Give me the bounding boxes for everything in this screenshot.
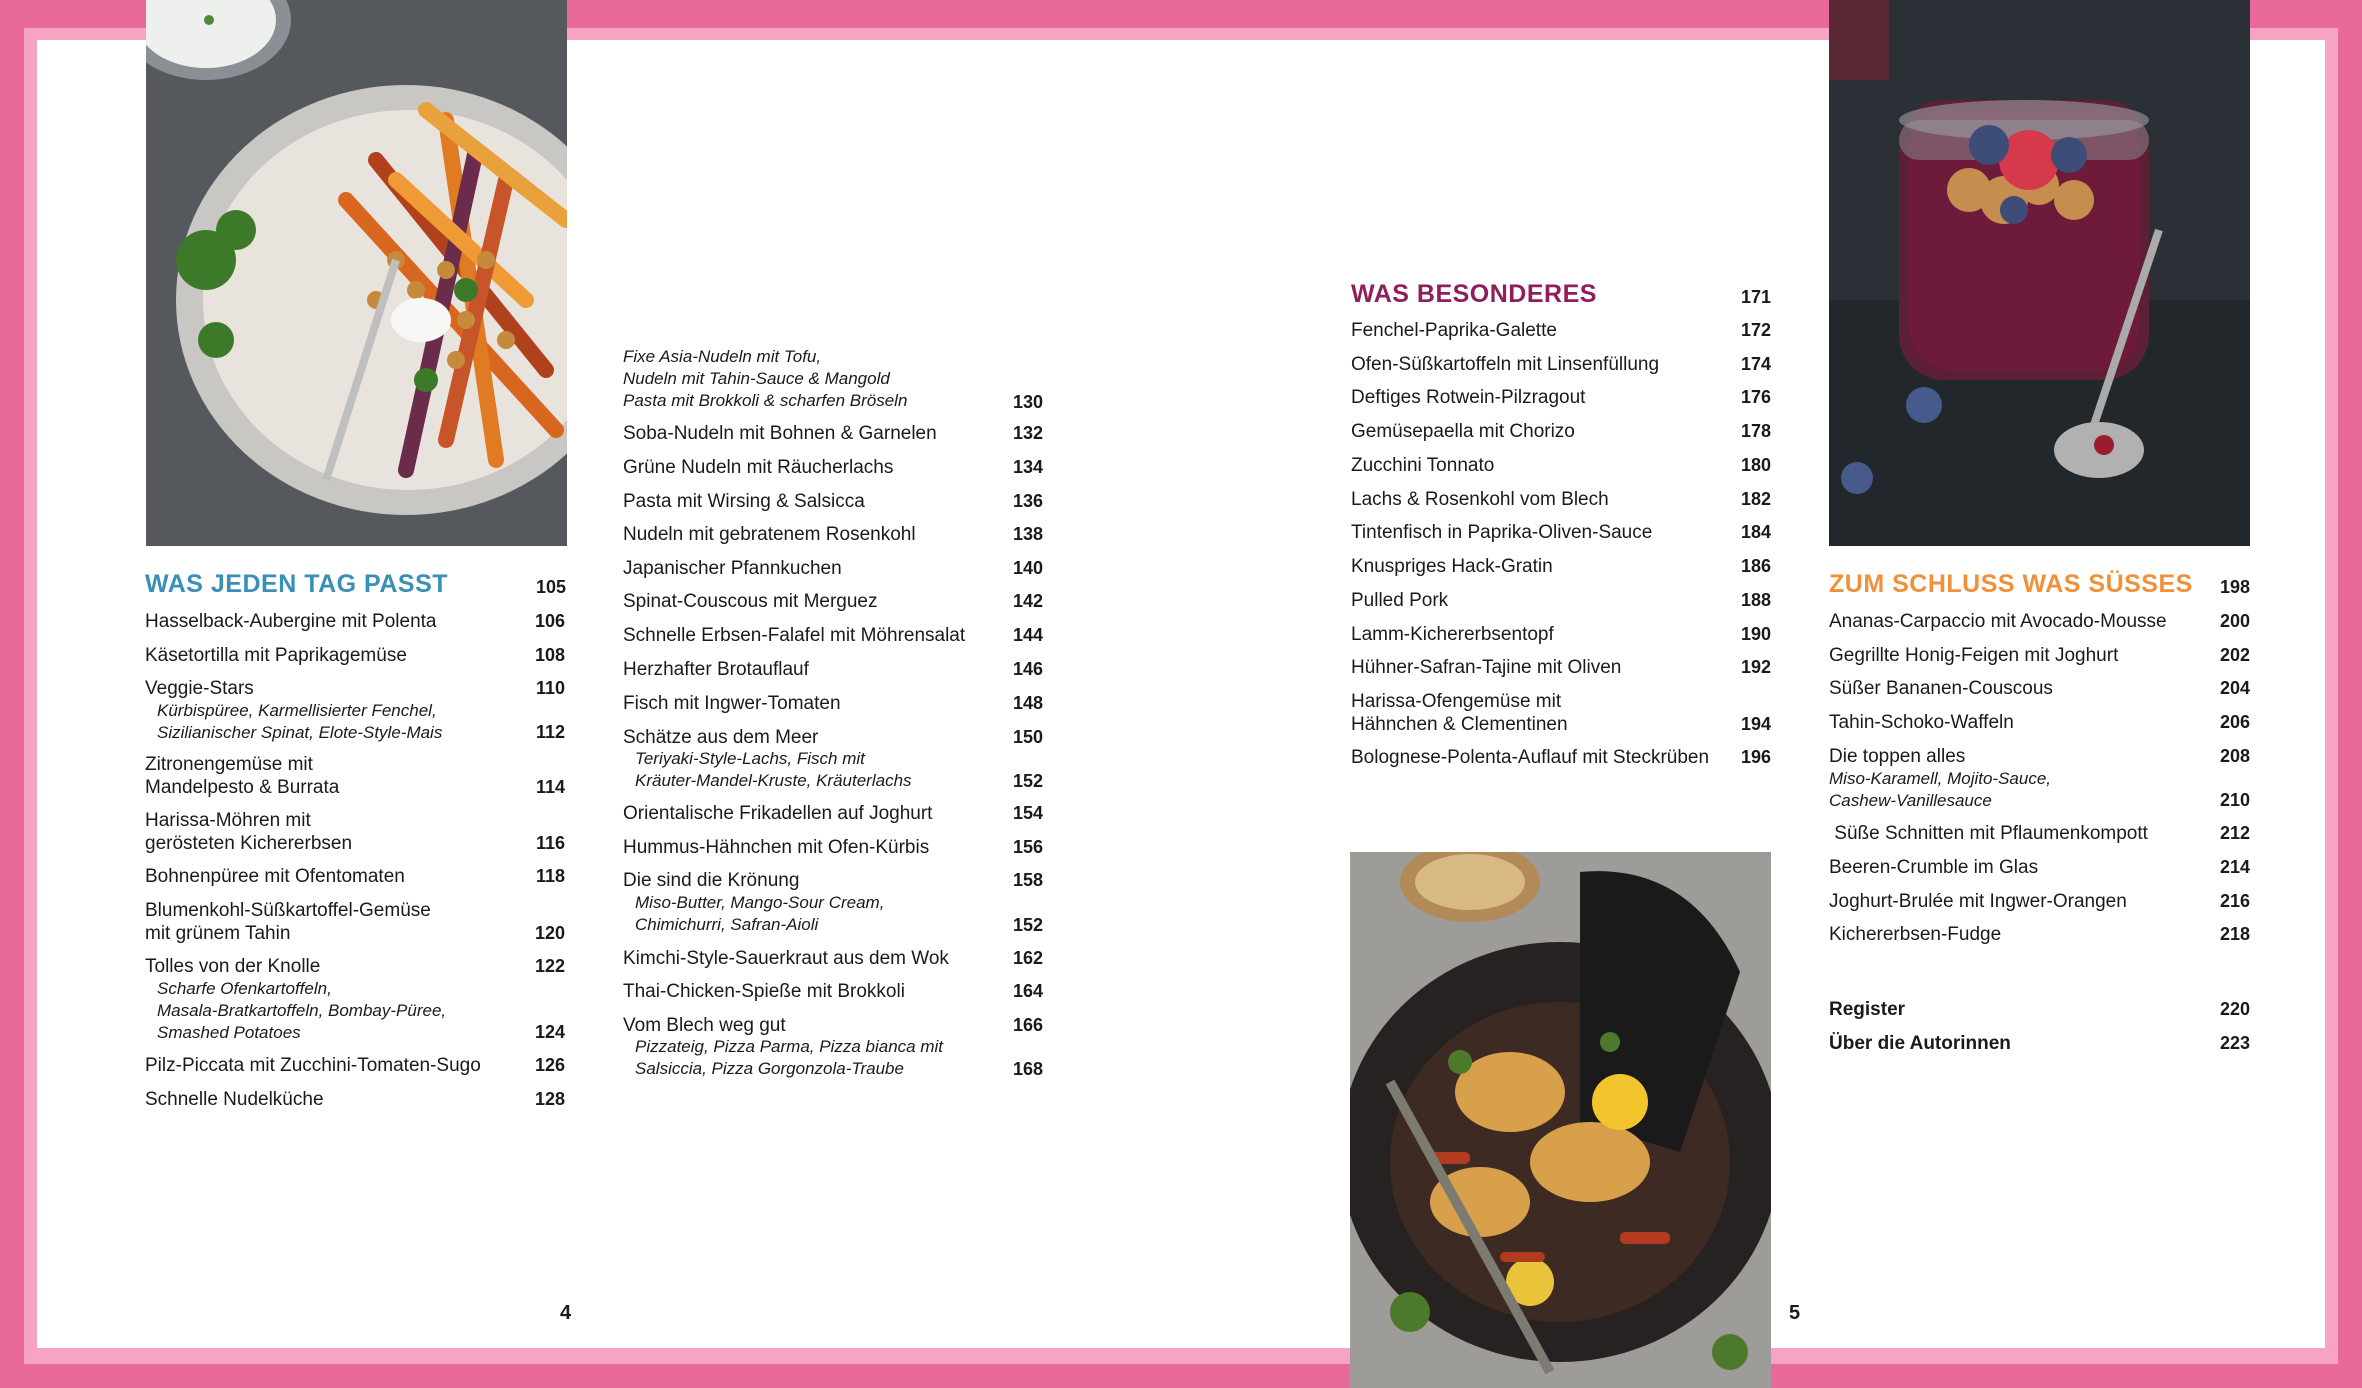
toc-page-number: 180 [1740,455,1771,475]
toc-page-number: 140 [1012,558,1043,578]
toc-page-number: 212 [2219,823,2250,843]
toc-entry[interactable]: Joghurt-Brulée mit Ingwer-Orangen [1829,891,2127,912]
toc-page-number: 164 [1012,981,1043,1001]
section-page-besonderes: 171 [1740,287,1771,307]
toc-page-number: 148 [1012,693,1043,713]
toc-page-number: 118 [535,866,565,886]
toc-entry[interactable]: Tintenfisch in Paprika-Oliven-Sauce [1351,522,1653,543]
toc-page-number: 126 [534,1055,565,1075]
toc-entry[interactable]: Knuspriges Hack-Gratin [1351,556,1553,577]
toc-entry[interactable]: Tolles von der Knolle [145,956,321,977]
toc-page-number: 152 [1012,771,1043,791]
toc-page-number: 134 [1012,457,1043,477]
toc-page-number: 116 [535,833,565,853]
toc-entry[interactable]: Harissa-Möhren mit gerösteten Kichererbsen [145,810,353,854]
toc-entry[interactable]: Hummus-Hähnchen mit Ofen-Kürbis [623,837,930,858]
toc-entry[interactable]: Grüne Nudeln mit Räucherlachs [623,457,894,478]
toc-page-number: 128 [534,1089,565,1109]
toc-page-number: 156 [1012,837,1043,857]
toc-entry[interactable]: Beeren-Crumble im Glas [1829,857,2039,878]
toc-page-number: 210 [2219,790,2250,810]
toc-entry[interactable]: Süße Schnitten mit Pflaumenkompott [1829,823,2148,844]
toc-page-number: 220 [2219,999,2250,1019]
toc-page-number: 200 [2219,611,2250,631]
toc-page-number: 152 [1012,915,1043,935]
toc-entry[interactable]: Fisch mit Ingwer-Tomaten [623,693,841,714]
toc-entry[interactable]: Fenchel-Paprika-Galette [1351,320,1557,341]
toc-page-number: 176 [1740,387,1771,407]
toc-entry[interactable]: Veggie-Stars [145,678,254,699]
toc-entry[interactable]: Bolognese-Polenta-Auflauf mit Steckrüben [1351,747,1710,768]
toc-entry[interactable]: Lamm-Kichererbsentopf [1351,624,1554,645]
toc-entry[interactable]: Harissa-Ofengemüse mit Hähnchen & Clementinen [1351,691,1568,735]
toc-page-number: 182 [1740,489,1771,509]
toc-subentry: Fixe Asia-Nudeln mit Tofu, Nudeln mit Tahin-Sauce & Mangold Pasta mit Brokkoli & scharfen Bröseln [623,347,908,410]
toc-page-number: 106 [534,611,565,631]
toc-page-number: 136 [1012,491,1043,511]
toc-subentry: Miso-Karamell, Mojito-Sauce, Cashew-Vanillesauce [1829,769,2052,810]
toc-page-number: 108 [534,645,565,665]
section-page-jeden-tag: 105 [535,577,566,597]
toc-page-number: 154 [1012,803,1043,823]
toc-page-number: 186 [1740,556,1771,576]
toc-page-number: 146 [1012,659,1043,679]
toc-entry[interactable]: Orientalische Frikadellen auf Joghurt [623,803,933,824]
toc-page-number: 190 [1740,624,1771,644]
toc-page-number: 130 [1012,392,1043,412]
toc-page-number: 166 [1012,1015,1043,1035]
toc-page-number: 110 [535,678,565,698]
toc-page-number: 218 [2219,924,2250,944]
toc-page-number: 223 [2219,1033,2250,1053]
page-number-right: 5 [1789,1302,1801,1324]
toc-entry[interactable]: Thai-Chicken-Spieße mit Brokkoli [623,981,905,1002]
toc-subentry: Pizzateig, Pizza Parma, Pizza bianca mit Salsiccia, Pizza Gorgonzola-Traube [635,1037,944,1078]
toc-subentry: Kürbispüree, Karmellisierter Fenchel, Sizilianischer Spinat, Elote-Style-Mais [157,701,443,742]
roasted-carrots-chickpeas-photo [146,0,567,546]
toc-entry[interactable]: Herzhafter Brotauflauf [623,659,809,680]
toc-page-number: 158 [1012,870,1043,890]
toc-entry[interactable]: Zucchini Tonnato [1351,455,1495,476]
berry-crumble-jar-photo [1829,0,2250,546]
toc-entry[interactable]: Pulled Pork [1351,590,1449,611]
toc-entry[interactable]: Zitronengemüse mit Mandelpesto & Burrata [145,754,340,798]
toc-page-number: 122 [534,956,565,976]
toc-entry[interactable]: Spinat-Couscous mit Merguez [623,591,878,612]
toc-page-number: 194 [1740,714,1771,734]
toc-entry[interactable]: Lachs & Rosenkohl vom Blech [1351,489,1609,510]
toc-entry[interactable]: Pasta mit Wirsing & Salsicca [623,491,865,512]
toc-entry[interactable]: Gegrillte Honig-Feigen mit Joghurt [1829,645,2119,666]
toc-entry[interactable]: Deftiges Rotwein-Pilzragout [1351,387,1586,408]
toc-entry[interactable]: Schnelle Erbsen-Falafel mit Möhrensalat [623,625,966,646]
toc-entry-autorinnen[interactable]: Über die Autorinnen [1829,1033,2011,1054]
toc-page-number: 124 [534,1022,565,1042]
toc-page-number: 114 [535,777,565,797]
toc-page-number: 196 [1740,747,1771,767]
toc-entry[interactable]: Käsetortilla mit Paprikagemüse [145,645,407,666]
toc-entry[interactable]: Ofen-Süßkartoffeln mit Linsenfüllung [1351,354,1660,375]
toc-page-number: 138 [1012,524,1043,544]
toc-entry[interactable]: Japanischer Pfannkuchen [623,558,842,579]
toc-page-number: 144 [1012,625,1043,645]
toc-page-number: 184 [1740,522,1771,542]
toc-page-number: 208 [2219,746,2250,766]
toc-entry[interactable]: Ananas-Carpaccio mit Avocado-Mousse [1829,611,2167,632]
toc-entry[interactable]: Die toppen alles [1829,746,1966,767]
toc-entry[interactable]: Vom Blech weg gut [623,1015,786,1036]
toc-entry[interactable]: Schätze aus dem Meer [623,727,819,748]
chicken-tajine-photo [1350,852,1771,1388]
toc-page-number: 132 [1012,423,1043,443]
toc-subentry: Scharfe Ofenkartoffeln, Masala-Bratkartoffeln, Bombay-Püree, Smashed Potatoes [157,979,447,1042]
toc-page-number: 188 [1740,590,1771,610]
toc-subentry: Teriyaki-Style-Lachs, Fisch mit Kräuter-Mandel-Kruste, Kräuterlachs [635,749,912,790]
toc-page-number: 172 [1740,320,1771,340]
toc-entry[interactable]: Gemüsepaella mit Chorizo [1351,421,1575,442]
toc-entry[interactable]: Tahin-Schoko-Waffeln [1829,712,2014,733]
toc-entry[interactable]: Die sind die Krönung [623,870,800,891]
section-page-suesses: 198 [2219,577,2250,597]
toc-page-number: 202 [2219,645,2250,665]
toc-page-number: 168 [1012,1059,1043,1079]
section-title-besonderes: WAS BESONDERES [1351,280,1597,308]
toc-entry[interactable]: Nudeln mit gebratenem Rosenkohl [623,524,916,545]
toc-page-number: 178 [1740,421,1771,441]
toc-page-number: 162 [1012,948,1043,968]
toc-entry[interactable]: Blumenkohl-Süßkartoffel-Gemüse mit grünem Tahin [145,900,431,944]
toc-page-number: 120 [534,923,565,943]
toc-page-number: 204 [2219,678,2250,698]
toc-entry[interactable]: Schnelle Nudelküche [145,1089,324,1110]
toc-entry-register[interactable]: Register [1829,999,1906,1020]
toc-entry[interactable]: Kichererbsen-Fudge [1829,924,2002,945]
toc-page-number: 174 [1740,354,1771,374]
toc-entry[interactable]: Hasselback-Aubergine mit Polenta [145,611,437,632]
toc-page-number: 192 [1740,657,1771,677]
toc-subentry: Miso-Butter, Mango-Sour Cream, Chimichurri, Safran-Aioli [635,893,885,934]
toc-entry[interactable]: Soba-Nudeln mit Bohnen & Garnelen [623,423,937,444]
toc-page-number: 150 [1012,727,1043,747]
toc-entry[interactable]: Kimchi-Style-Sauerkraut aus dem Wok [623,948,949,969]
page-number-left: 4 [560,1302,572,1324]
toc-page-number: 214 [2219,857,2250,877]
toc-page-number: 112 [535,722,565,742]
toc-page-number: 216 [2219,891,2250,911]
toc-entry[interactable]: Süßer Bananen-Couscous [1829,678,2053,699]
toc-entry[interactable]: Pilz-Piccata mit Zucchini-Tomaten-Sugo [145,1055,481,1076]
toc-entry[interactable]: Hühner-Safran-Tajine mit Oliven [1351,657,1622,678]
toc-page-number: 206 [2219,712,2250,732]
section-title-suesses: ZUM SCHLUSS WAS SÜSSES [1829,570,2193,598]
section-title-jeden-tag: WAS JEDEN TAG PASST [145,570,449,598]
toc-page-number: 142 [1012,591,1043,611]
toc-entry[interactable]: Bohnenpüree mit Ofentomaten [145,866,405,887]
